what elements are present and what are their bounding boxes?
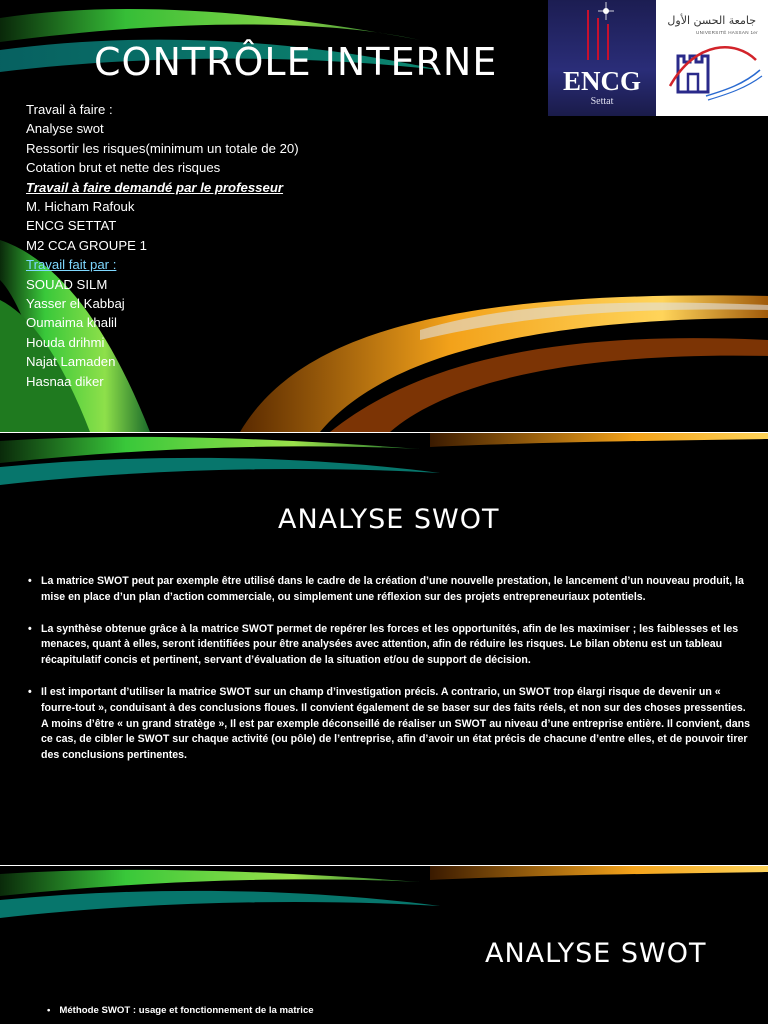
university-emblem-icon: [656, 0, 768, 116]
swoosh-decoration: [0, 433, 768, 493]
line-school: ENCG SETTAT: [26, 218, 117, 234]
swot-bullet-list: [28, 574, 756, 780]
university-logo: [656, 0, 768, 116]
line-cotation: Cotation brut et nette des risques: [26, 160, 221, 176]
slide-2-title: ANALYSE SWOT: [278, 504, 500, 535]
university-logo-arabic: جامعة الحسن الأول: [667, 14, 756, 27]
slide-3: [0, 866, 768, 1024]
bullet-continuation: A moins d’être « un grand stratège », Il est par exemple déconseillé de réaliser un SWOT au niveau d’une entreprise entière. Il convient, dans ce cas, de cibler le SWOT sur chaque activité (ou pôle) de l’entreprise, afin d’avoir un état précis de chacune d’entre elles, et de pouvoir tirer des conclusions pertinentes.: [41, 717, 751, 762]
line-analyse-swot: Analyse swot: [26, 121, 104, 137]
swoosh-decoration: [0, 866, 768, 926]
travail-fait-par-link[interactable]: Travail fait par :: [26, 257, 117, 273]
slide-1: [0, 0, 768, 432]
bullet-text: La matrice SWOT peut par exemple être utilisé dans le cadre de la création d’une nouvelle prestation, le lancement d’un nouveau produit, la mise en place d’un plan d’action commerciale, ou simplement une réflexion sur des projets entrepreneuriaux potentiels.: [41, 575, 744, 603]
line-ressortir-risques: Ressortir les risques(minimum un totale de 20): [26, 140, 299, 156]
university-logo-latin: UNIVERSITÉ HASSAN 1er: [696, 30, 758, 35]
author-2: Yasser el Kabbaj: [26, 296, 125, 312]
bullet-text: La synthèse obtenue grâce à la matrice SWOT permet de repérer les forces et les opportunités, afin de les maximiser ; les faiblesses et les menaces, quant à elles, seront identifiées pour être analysées avec attention, afin de réduire les risques. Le bilan obtenu est un tableau récapitulatif concis et pertinent, servant d’évaluation de la situation et/ou de support de décision.: [41, 622, 739, 667]
line-professeur-name: M. Hicham Rafouk: [26, 199, 135, 215]
slide-2: [0, 433, 768, 865]
line-demande-professeur: Travail à faire demandé par le professeur: [26, 179, 284, 195]
line-group: M2 CCA GROUPE 1: [26, 237, 147, 253]
author-5: Najat Lamaden: [26, 354, 116, 370]
slide-3-title: ANALYSE SWOT: [485, 938, 707, 969]
slide-1-title: CONTRÔLE INTERNE: [94, 40, 498, 84]
author-3: Oumaima khalil: [26, 315, 117, 331]
bullet-item: • La matrice SWOT peut par exemple être utilisé dans le cadre de la création d’une nouvelle prestation, le lancement d’un nouveau produit, la mise en place d’un plan d’action commerciale, ou simplement une réflexion sur des projets entrepreneuriaux potentiels.: [28, 575, 744, 603]
author-1: SOUAD SILM: [26, 276, 108, 292]
slide-3-bullet: • Méthode SWOT : usage et fonctionnement de la matrice: [47, 1005, 314, 1016]
bullet-text: Il est important d’utiliser la matrice SWOT sur un champ d’investigation précis. A contrario, un SWOT trop élargi risque de devenir un « fourre-tout », conduisant à des conclusions floues. Il convient également de se baser sur des faits réels, et non sur des choses pressenties.: [41, 685, 746, 714]
author-6: Hasnaa diker: [26, 373, 104, 389]
bullet-item: • Il est important d’utiliser la matrice SWOT sur un champ d’investigation précis. A contrario, un SWOT trop élargi risque de devenir un « fourre-tout », conduisant à des conclusions floues. Il convient également de se baser sur des faits réels, et non sur des choses pressenties. A moins d’être « un grand stratège », Il est par exemple déconseillé de réaliser un SWOT au niveau d’une entreprise entière. Il convient, dans ce cas, de cibler le SWOT sur chaque activité (ou pôle) de l’entreprise, afin d’avoir un état précis de chacune d’entre elles, et de pouvoir tirer des conclusions pertinentes.: [28, 685, 751, 762]
line-travail-a-faire: Travail à faire :: [26, 102, 113, 117]
author-4: Houda drihmi: [26, 334, 105, 350]
encg-logo: [548, 0, 656, 116]
cover-text-list: [26, 100, 299, 391]
bullet-text: Méthode SWOT : usage et fonctionnement de la matrice: [59, 1005, 314, 1016]
encg-logo-text: ENCG: [562, 66, 641, 96]
encg-emblem-icon: [548, 0, 656, 70]
bullet-item: • La synthèse obtenue grâce à la matrice SWOT permet de repérer les forces et les opportunités, afin de les maximiser ; les faiblesses et les menaces, quant à elles, seront identifiées pour être analysées avec attention, afin de réduire les risques. Le bilan obtenu est un tableau récapitulatif concis et pertinent, servant d’évaluation de la situation et/ou de support de décision.: [28, 622, 739, 667]
encg-logo-city: Settat: [590, 96, 614, 107]
